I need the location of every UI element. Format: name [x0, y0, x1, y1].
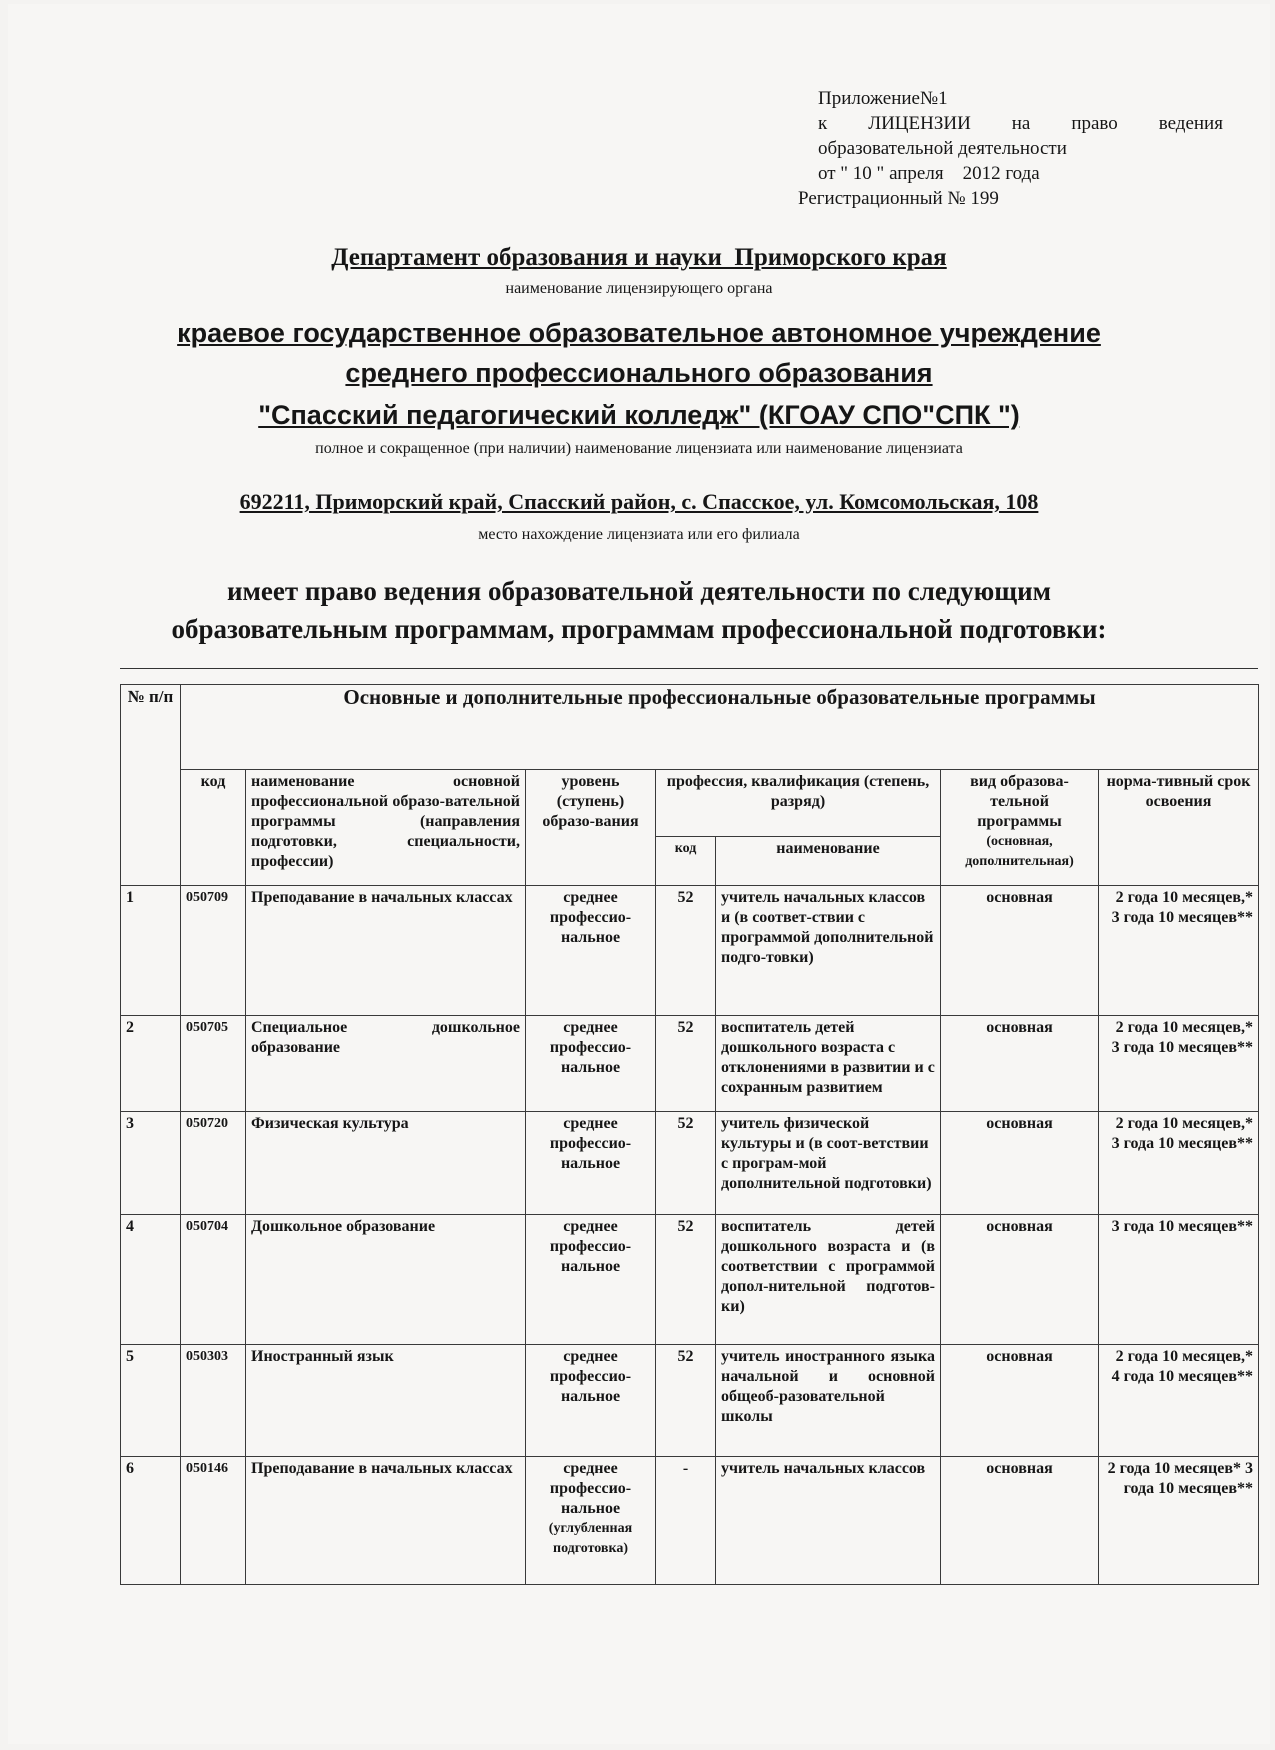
appendix-activity: образовательной деятельности [818, 138, 1067, 159]
license-page [8, 4, 1270, 1744]
org-name-line-1: краевое государственное образовательное автономное учреждение [177, 318, 1101, 348]
header-profession-name: наименование [716, 837, 941, 886]
header-profession-code: код [656, 837, 716, 886]
appendix-date: от " 10 " апреля 2012 года [818, 163, 1040, 184]
table-row: 6 050146 Преподавание в начальных классах среднее профессио-нальное (углубленная подготовка) - учитель начальных классов основная 2 года 10 месяцев* 3 года 10 месяцев** [121, 1457, 1259, 1585]
org-name-line-2: среднего профессионального образования [345, 358, 933, 388]
table-row: 1 050709 Преподавание в начальных классах среднее профессио-нальное 52 учитель начальных классов и (в соответ-ствии с программой дополнительной подго-товки) основная 2 года 10 месяцев,* 3 года 10 месяцев** [121, 886, 1259, 1016]
appendix-title: Приложение№1 [818, 88, 948, 109]
divider-line [120, 668, 1258, 669]
table-header-row-2 [121, 770, 1259, 837]
department-caption: наименование лицензирующего органа [505, 280, 773, 297]
header-number: № п/п [121, 685, 181, 886]
table-header-row-1 [121, 685, 1259, 770]
org-caption: полное и сокращенное (при наличии) наименование лицензиата или наименование лицензиата [315, 440, 963, 457]
department-name: Департамент образования и науки Приморского края [331, 244, 947, 271]
appendix-license-line: к ЛИЦЕНЗИИ на право ведения [818, 113, 1223, 134]
address-caption: место нахождение лицензиата или его филиала [478, 526, 800, 543]
header-level: уровень (ступень) образо-вания [526, 770, 656, 886]
table-row: 4 050704 Дошкольное образование среднее профессио-нальное 52 воспитатель детей дошкольного возраста и (в соответствии с программой допол-нительной подготов-ки) основная 3 года 10 месяцев** [121, 1215, 1259, 1345]
header-program-name: наименование основной профессиональной образо-вательной программы (направления подготовки, специальности, профессии) [246, 770, 526, 886]
table-row: 5 050303 Иностранный язык среднее профессио-нальное 52 учитель иностранного языка начальной и основной общеоб-разовательной школы основная 2 года 10 месяцев,* 4 года 10 месяцев** [121, 1345, 1259, 1457]
rights-heading: имеет право ведения образовательной деятельности по следующим образовательным программам, программам профессиональной подготовки: [171, 576, 1107, 644]
header-profession: профессия, квалификация (степень, разряд) [656, 770, 941, 837]
org-address: 692211, Приморский край, Спасский район, с. Спасское, ул. Комсомольская, 108 [239, 489, 1039, 514]
header-code: код [181, 770, 246, 886]
header-program-type: вид образова-тельной программы (основная, дополнительная) [941, 770, 1099, 886]
header-main: Основные и дополнительные профессиональные образовательные программы [181, 685, 1259, 770]
appendix-block [798, 86, 1223, 211]
programs-table [120, 684, 1259, 1585]
table-row: 2 050705 Специальное дошкольное образование среднее профессио-нальное 52 воспитатель детей дошкольного возраста с отклонениями в развитии и с сохранным развитием основная 2 года 10 месяцев,* 3 года 10 месяцев** [121, 1016, 1259, 1112]
header-term: норма-тивный срок освоения [1099, 770, 1259, 886]
appendix-registration: Регистрационный № 199 [798, 188, 999, 209]
org-name-line-3: "Спасский педагогический колледж" (КГОАУ СПО"СПК ") [258, 400, 1020, 430]
table-row: 3 050720 Физическая культура среднее профессио-нальное 52 учитель физической культуры и (в соот-ветствии с програм-мой дополнительной подготовки) основная 2 года 10 месяцев,* 3 года 10 месяцев** [121, 1112, 1259, 1215]
